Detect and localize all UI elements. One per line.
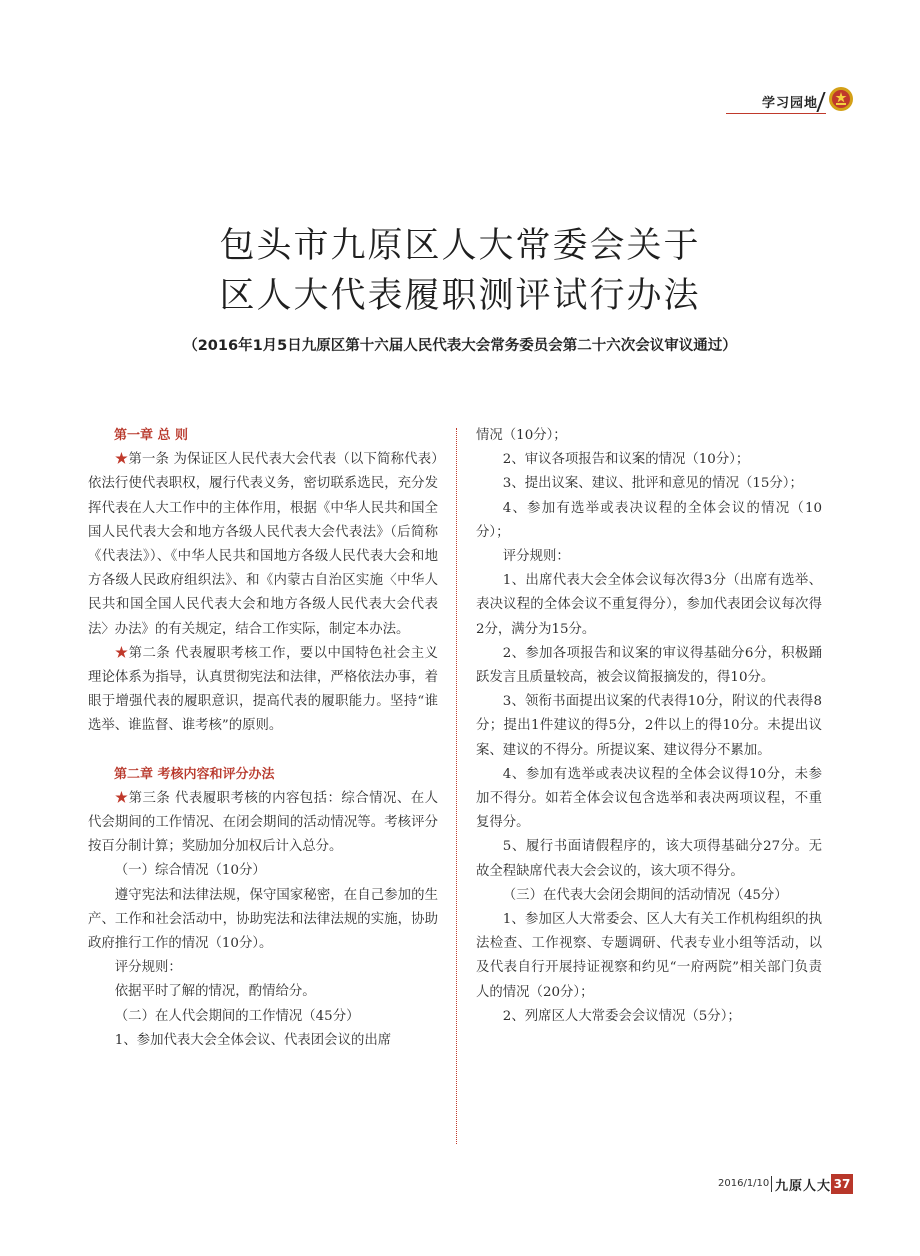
rules-label: 评分规则： [502, 549, 570, 565]
section-1-heading: （一）综合情况（10分） [114, 863, 266, 879]
article-2-text: 第二条 代表履职考核工作，要以中国特色社会主义理论体系为指导，认真贯彻宪法和法律，严格依法办事，着眼于增强代表的履职意识，提高代表的履职能力。坚持“谁选举、谁监督、谁考核”的原则。 [88, 645, 438, 734]
rule-5: 5、履行书面请假程序的，该大项得基础分27分。无故全程缺席代表大会会议的，该大项不得分。 [476, 839, 822, 879]
header-rule [726, 113, 826, 114]
article-1-text: 第一条 为保证区人民代表大会代表（以下简称代表）依法行使代表职权，履行代表义务，密切联系选民，充分发挥代表在人大工作中的主体作用，根据《中华人民共和国全国人民代表大会和地方各级人民代表大会代表法》（后简称《代表法》）、《中华人民共和国地方各级人民代表大会和地方各级人民政府组织法》、和《内蒙古自治区实施〈中华人民共和国全国人民代表大会和地方各级人民代表大会代表法〉办法》的有关规定，结合工作实际，制定本办法。 [88, 452, 439, 637]
section-3-item-1: 1、参加区人大常委会、区人大有关工作机构组织的执法检查、工作视察、专题调研、代表专业小组等活动，以及代表自行开展持证视察和约见“一府两院”相关部门负责人的情况（20分）； [476, 912, 822, 1000]
item-3: 3、提出议案、建议、批评和意见的情况（15分）； [502, 476, 803, 492]
continued-text: 情况（10分）； [476, 428, 567, 443]
page-number: 37 [831, 1174, 853, 1194]
item-2: 2、审议各项报告和议案的情况（10分）； [502, 452, 750, 468]
rule-2: 2、参加各项报告和议案的审议得基础分6分，积极踊跃发言且质量较高，被会议简报摘发的，得10分。 [476, 645, 822, 686]
title-line-1: 包头市九原区人大常委会关于 [219, 226, 701, 266]
star-icon: ★ [114, 645, 129, 661]
rule-label: 评分规则： [114, 960, 182, 976]
title-line-2: 区人大代表履职测评试行办法 [219, 276, 701, 316]
rule-3: 3、领衔书面提出议案的代表得10分，附议的代表得8分；提出1件建议的得5分，2件以上的得10分。未提出议案、建议的不得分。所提议案、建议得分不累加。 [476, 694, 822, 758]
rule-4: 4、参加有选举或表决议程的全体会议得10分，未参加不得分。如若全体会议包含选举和表决两项议程，不重复得分。 [476, 766, 822, 831]
article-3-text: 第三条 代表履职考核的内容包括：综合情况、在人代会期间的工作情况、在闭会期间的活动情况等。考核评分按百分制计算；奖励加分加权后计入总分。 [88, 790, 438, 855]
magazine-name: 九原人大 [775, 1179, 832, 1194]
section-2-heading: （二）在人代会期间的工作情况（45分） [114, 1008, 360, 1024]
column-divider [456, 428, 457, 1144]
section-3-item-2: 2、列席区人大常委会会议情况（5分）； [502, 1008, 741, 1024]
rule-text: 依据平时了解的情况，酌情给分。 [114, 984, 316, 1000]
rule-1: 1、出席代表大会全体会议每次得3分（出席有选举、表决议程的全体会议不重复得分），参加代表团会议每次得2分，满分为15分。 [476, 573, 822, 637]
left-column [88, 424, 438, 1053]
item-4: 4、参加有选举或表决议程的全体会议的情况（10分）； [476, 500, 822, 540]
star-icon: ★ [114, 452, 129, 468]
right-column [476, 424, 822, 1029]
chapter-2-heading: 第二章 考核内容和评分办法 [114, 766, 275, 782]
article-1 [88, 448, 438, 642]
section-1-text: 遵守宪法和法律法规，保守国家秘密，在自己参加的生产、工作和社会活动中，协助宪法和法律法规的实施，协助政府推行工作的情况（10分）。 [88, 887, 438, 952]
star-icon: ★ [114, 790, 129, 806]
subtitle: （2016年1月5日九原区第十六届人民代表大会常务委员会第二十六次会议审议通过） [183, 338, 737, 354]
article-3 [88, 787, 438, 860]
section-2-item-1: 1、参加代表大会全体会议、代表团会议的出席 [114, 1032, 392, 1048]
issue-date: 2016/1/10 [718, 1178, 770, 1189]
footer-divider [771, 1176, 772, 1192]
article-2 [88, 642, 438, 739]
section-3-heading: （三）在代表大会闭会期间的活动情况（45分） [502, 887, 788, 903]
section-title: 学习园地 [762, 96, 819, 111]
chapter-1-heading: 第一章 总 则 [114, 428, 189, 443]
national-emblem-icon [828, 86, 854, 112]
